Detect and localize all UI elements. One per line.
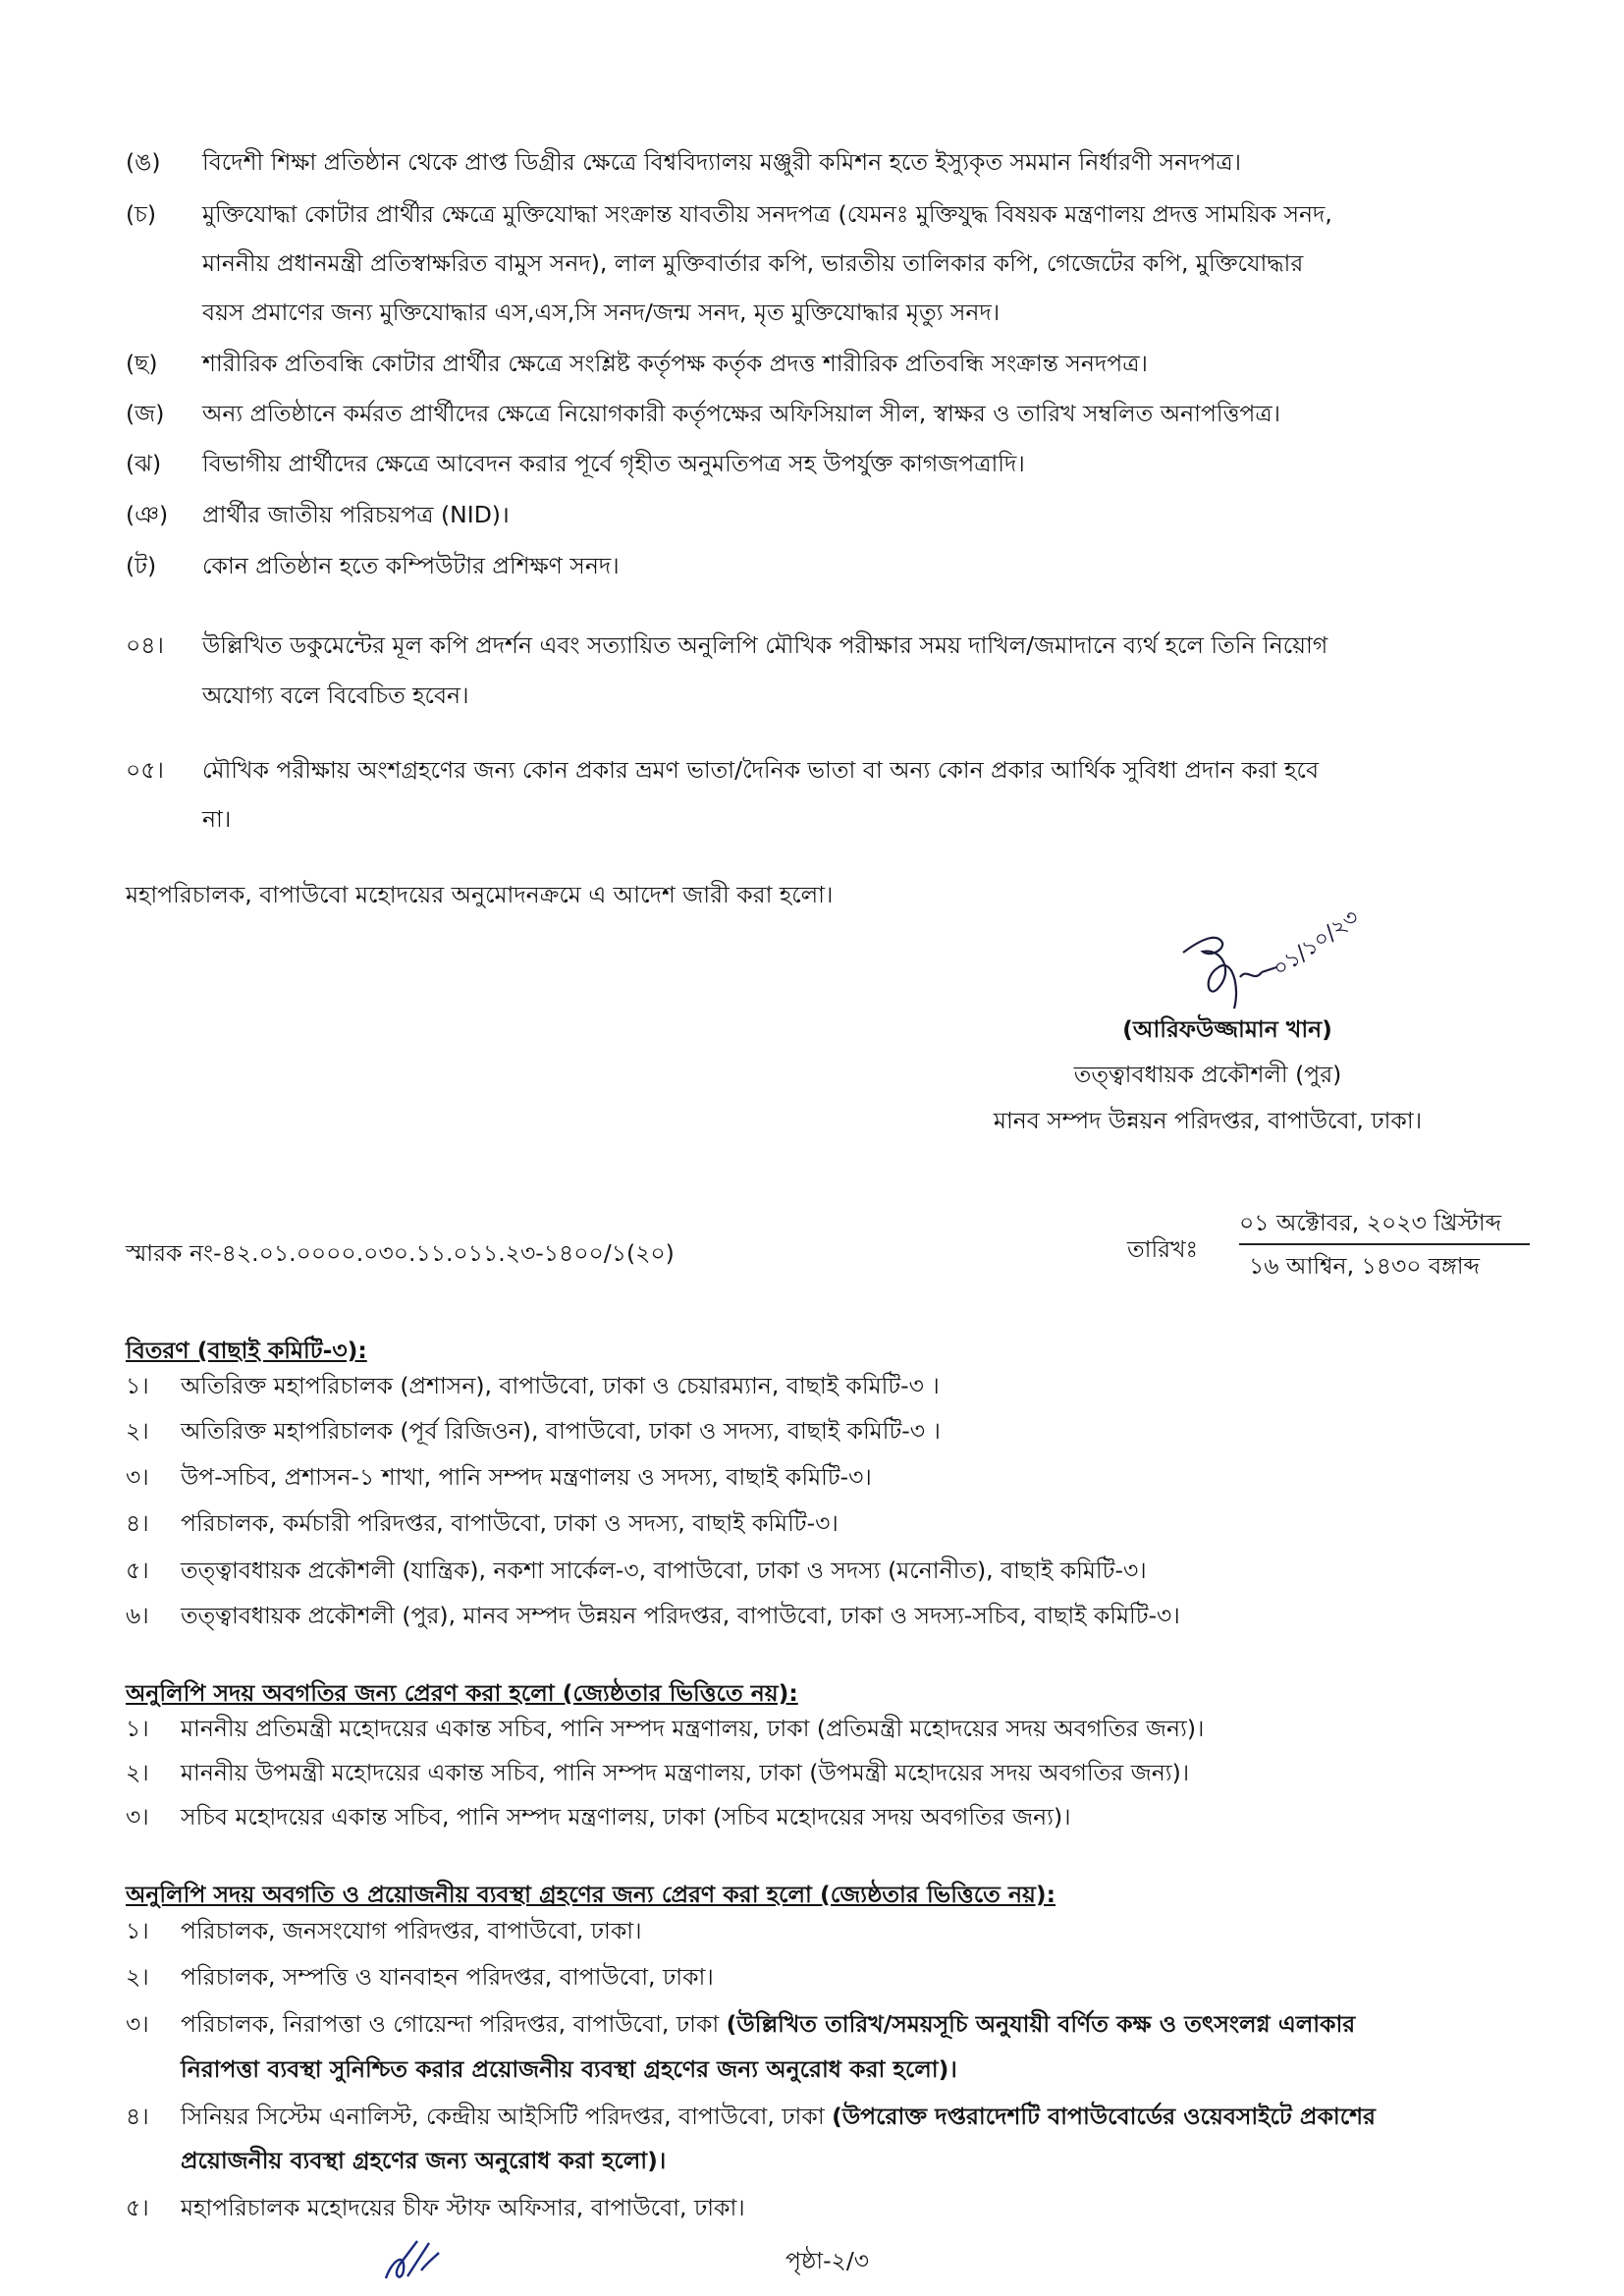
item-marker: ৫। (126, 2194, 149, 2221)
item-marker: ৫। (126, 1557, 149, 1584)
initials-signature (378, 2231, 466, 2290)
item-text: তত্ত্বাবধায়ক প্রকৌশলী (যান্ত্রিক), নকশা সার্কেল-৩, বাপাউবো, ঢাকা ও সদস্য (মনোনীত), বাছাই কমিটি-৩। (181, 1557, 1147, 1584)
item-text-bold-continued: নিরাপত্তা ব্যবস্থা সুনিশ্চিত করার প্রয়োজনীয় ব্যবস্থা গ্রহণের জন্য অনুরোধ করা হলো)। (181, 2055, 957, 2083)
date-bangla: ১৬ আশ্বিন, ১৪৩০ বঙ্গাব্দ (1249, 1252, 1481, 1280)
item-text-continued: মাননীয় প্রধানমন্ত্রী প্রতিস্বাক্ষরিত বামুস সনদ), লাল মুক্তিবার্তার কপি, ভারতীয় তালিকার কপি, গেজেটের কপি, মুক্তিযোদ্ধার (202, 249, 1304, 277)
item-text: মাননীয় উপমন্ত্রী মহোদয়ের একান্ত সচিব, পানি সম্পদ মন্ত্রণালয়, ঢাকা (উপমন্ত্রী মহোদয়ের সদয় অবগতির জন্য)। (181, 1759, 1190, 1786)
item-text: সচিব মহোদয়ের একান্ত সচিব, পানি সম্পদ মন্ত্রণালয়, ঢাকা (সচিব মহোদয়ের সদয় অবগতির জন্য)। (181, 1803, 1071, 1831)
item-text: মুক্তিযোদ্ধা কোটার প্রার্থীর ক্ষেত্রে মুক্তিযোদ্ধা সংক্রান্ত যাবতীয় সনদপত্র (যেমনঃ মুক্তিযুদ্ধ বিষয়ক মন্ত্রণালয় প্রদত্ত সাময়িক সনদ, (202, 200, 1332, 228)
item-marker: ৩। (126, 1803, 149, 1831)
item-marker: (ঙ) (126, 148, 161, 176)
item-text: বিভাগীয় প্রার্থীদের ক্ষেত্রে আবেদন করার পূর্বে গৃহীত অনুমতিপত্র সহ উপর্যুক্ত কাগজপত্রাদি। (202, 450, 1025, 477)
item-text: পরিচালক, সম্পত্তি ও যানবাহন পরিদপ্তর, বাপাউবো, ঢাকা। (181, 1963, 714, 1991)
item-text: সিনিয়র সিস্টেম এনালিস্ট, কেন্দ্রীয় আইসিটি পরিদপ্তর, বাপাউবো, ঢাকা (181, 2103, 833, 2130)
item-text: কোন প্রতিষ্ঠান হতে কম্পিউটার প্রশিক্ষণ সনদ। (202, 552, 620, 579)
item-marker: ২। (126, 1759, 149, 1786)
signatory-office: মানব সম্পদ উন্নয়ন পরিদপ্তর, বাপাউবো, ঢাকা। (993, 1107, 1423, 1134)
handwritten-date: ০১/১০/২৩ (1269, 904, 1364, 982)
date-label: তারিখঃ (1127, 1235, 1199, 1263)
item-marker: ৪। (126, 2103, 149, 2130)
item-text-bold-continued: প্রয়োজনীয় ব্যবস্থা গ্রহণের জন্য অনুরোধ করা হলো)। (181, 2147, 667, 2174)
item-text: বিদেশী শিক্ষা প্রতিষ্ঠান থেকে প্রাপ্ত ডিগ্রীর ক্ষেত্রে বিশ্ববিদ্যালয় মঞ্জুরী কমিশন হতে ইস্যুকৃত সমমান নির্ধারণী সনদপত্র। (202, 148, 1242, 176)
item-marker: (ছ) (126, 350, 158, 377)
clause-marker: ০৫। (126, 756, 164, 784)
signature-image (1164, 904, 1364, 1021)
item-text: প্রার্থীর জাতীয় পরিচয়পত্র (NID)। (202, 501, 510, 528)
item-text-continued: বয়স প্রমাণের জন্য মুক্তিযোদ্ধার এস,এস,সি সনদ/জন্ম সনদ, মৃত মুক্তিযোদ্ধার মৃত্যু সনদ। (202, 299, 1001, 326)
item-marker: (চ) (126, 200, 157, 228)
item-text: পরিচালক, জনসংযোগ পরিদপ্তর, বাপাউবো, ঢাকা। (181, 1917, 642, 1944)
item-marker: ১। (126, 1917, 149, 1944)
item-text: মহাপরিচালক মহোদয়ের চীফ স্টাফ অফিসার, বাপাউবো, ঢাকা। (181, 2194, 745, 2221)
page-number: পৃষ্ঠা-২/৩ (785, 2247, 870, 2274)
item-marker: ২। (126, 1963, 149, 1991)
memo-number: স্মারক নং-৪২.০১.০০০০.০৩০.১১.০১১.২৩-১৪০০/১(২০) (126, 1239, 675, 1267)
signatory-designation: তত্ত্বাবধায়ক প্রকৌশলী (পুর) (1073, 1061, 1342, 1088)
item-text: উপ-সচিব, প্রশাসন-১ শাখা, পানি সম্পদ মন্ত্রণালয় ও সদস্য, বাছাই কমিটি-৩। (181, 1463, 872, 1491)
item-text: পরিচালক, কর্মচারী পরিদপ্তর, বাপাউবো, ঢাকা ও সদস্য, বাছাই কমিটি-৩। (181, 1509, 839, 1537)
item-text: অন্য প্রতিষ্ঠানে কর্মরত প্রার্থীদের ক্ষেত্রে নিয়োগকারী কর্তৃপক্ষের অফিসিয়াল সীল, স্বাক্ষর ও তারিখ সম্বলিত অনাপত্তিপত্র। (202, 400, 1281, 427)
item-marker: ৩। (126, 2010, 149, 2038)
clause-text: উল্লিখিত ডকুমেন্টের মূল কপি প্রদর্শন এবং সত্যায়িত অনুলিপি মৌখিক পরীক্ষার সময় দাখিল/জমাদানে ব্যর্থ হলে তিনি নিয়োগ (202, 631, 1328, 659)
item-text: শারীরিক প্রতিবন্ধি কোটার প্রার্থীর ক্ষেত্রে সংশ্লিষ্ট কর্তৃপক্ষ কর্তৃক প্রদত্ত শারীরিক প্রতিবন্ধি সংক্রান্ত সনদপত্র। (202, 350, 1148, 377)
item-marker: (ট) (126, 552, 157, 579)
copy-action-heading: অনুলিপি সদয় অবগতি ও প্রয়োজনীয় ব্যবস্থা গ্রহণের জন্য প্রেরণ করা হলো (জ্যেষ্ঠতার ভিত্তিতে নয়): (126, 1881, 1056, 1908)
item-text: পরিচালক, নিরাপত্তা ও গোয়েন্দা পরিদপ্তর, বাপাউবো, ঢাকা (181, 2010, 727, 2038)
clause-text-continued: অযোগ্য বলে বিবেচিত হবেন। (202, 682, 469, 709)
item-marker: ৩। (126, 1463, 149, 1491)
item-text: তত্ত্বাবধায়ক প্রকৌশলী (পুর), মানব সম্পদ উন্নয়ন পরিদপ্তর, বাপাউবো, ঢাকা ও সদস্য-সচিব, বাছাই কমিটি-৩। (181, 1602, 1180, 1629)
item-text: অতিরিক্ত মহাপরিচালক (পূর্ব রিজিওন), বাপাউবো, ঢাকা ও সদস্য, বাছাই কমিটি-৩ । (181, 1417, 941, 1445)
copy-info-heading: অনুলিপি সদয় অবগতির জন্য প্রেরণ করা হলো (জ্যেষ্ঠতার ভিত্তিতে নয়): (126, 1679, 798, 1707)
item-marker: ১। (126, 1372, 149, 1399)
item-text: অতিরিক্ত মহাপরিচালক (প্রশাসন), বাপাউবো, ঢাকা ও চেয়ারম্যান, বাছাই কমিটি-৩ । (181, 1372, 940, 1399)
distribution-heading: বিতরণ (বাছাই কমিটি-৩): (126, 1337, 367, 1364)
clause-text: মৌখিক পরীক্ষায় অংশগ্রহণের জন্য কোন প্রকার ভ্রমণ ভাতা/দৈনিক ভাতা বা অন্য কোন প্রকার আর্থিক সুবিধা প্রদান করা হবে (202, 756, 1320, 784)
item-marker: ১। (126, 1715, 149, 1742)
item-text-bold: (উল্লিখিত তারিখ/সময়সূচি অনুযায়ী বর্ণিত কক্ষ ও তৎসংলগ্ন এলাকার (726, 2010, 1356, 2038)
date-gregorian: ০১ অক্টোবর, ২০২৩ খ্রিস্টাব্দ (1239, 1209, 1502, 1236)
item-marker: (ঝ) (126, 450, 162, 477)
clause-text-continued: না। (202, 805, 232, 833)
clause-marker: ০৪। (126, 631, 164, 659)
signatory-name: (আরিফউজ্জামান খান) (1122, 1015, 1332, 1043)
item-marker: (ঞ) (126, 501, 169, 528)
item-marker: (জ) (126, 400, 165, 427)
approval-line: মহাপরিচালক, বাপাউবো মহোদয়ের অনুমোদনক্রমে এ আদেশ জারী করা হলো। (126, 881, 834, 908)
date-divider (1239, 1243, 1530, 1245)
item-marker: ২। (126, 1417, 149, 1445)
item-text: মাননীয় প্রতিমন্ত্রী মহোদয়ের একান্ত সচিব, পানি সম্পদ মন্ত্রণালয়, ঢাকা (প্রতিমন্ত্রী মহোদয়ের সদয় অবগতির জন্য)। (181, 1715, 1205, 1742)
item-marker: ৪। (126, 1509, 149, 1537)
item-marker: ৬। (126, 1602, 149, 1629)
item-text-bold: (উপরোক্ত দপ্তরাদেশটি বাপাউবোর্ডের ওয়েবসাইটে প্রকাশের (832, 2103, 1376, 2130)
